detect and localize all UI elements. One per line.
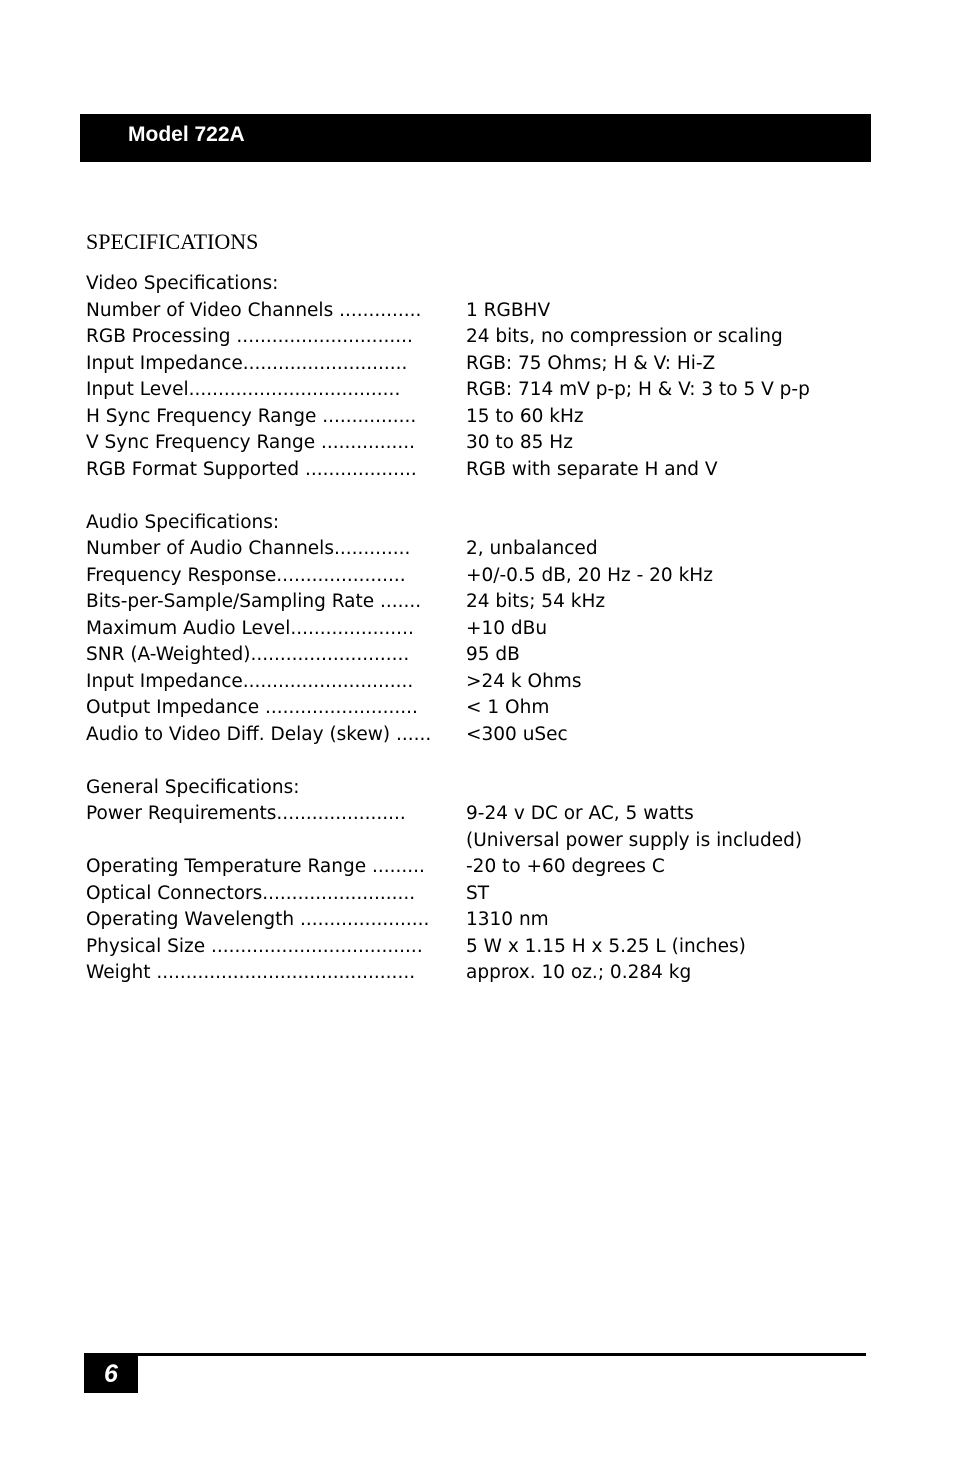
section-gap [86, 748, 886, 775]
spec-label: Input Level.................................... [86, 379, 401, 400]
model-title: Model 722A [128, 123, 245, 146]
spec-value: +10 dBu [466, 617, 548, 639]
spec-value: +0/-0.5 dB, 20 Hz - 20 kHz [466, 564, 713, 586]
spec-value: >24 k Ohms [466, 670, 582, 692]
general-specs-title: General Specifications: [86, 776, 300, 798]
spec-label: Number of Audio Channels............. [86, 538, 411, 559]
spec-row [86, 404, 886, 431]
spec-label: Audio to Video Diff. Delay (skew) ...... [86, 723, 432, 745]
spec-value: 5 W x 1.15 H x 5.25 L (inches) [466, 935, 746, 957]
section-gap [86, 483, 886, 510]
spec-row [86, 457, 886, 484]
page-number-box [84, 1356, 138, 1393]
spec-value: 9-24 v DC or AC, 5 watts [466, 803, 694, 824]
spec-label: Bits-per-Sample/Sampling Rate ....... [86, 591, 422, 612]
spec-value: approx. 10 oz.; 0.284 kg [466, 962, 692, 983]
spec-row [86, 854, 886, 881]
spec-label: RGB Format Supported ................... [86, 458, 417, 480]
spec-value-note: (Universal power supply is included) [466, 829, 803, 851]
spec-label: Operating Wavelength ...................... [86, 909, 430, 930]
spec-label: Weight ............................................ [86, 962, 416, 983]
audio-specs-title: Audio Specifications: [86, 511, 280, 533]
section-heading: SPECIFICATIONS [86, 229, 259, 254]
spec-row [86, 536, 886, 563]
spec-row [86, 298, 886, 325]
spec-value: 95 dB [466, 644, 520, 665]
spec-value: 1 RGBHV [466, 299, 551, 321]
spec-value: ST [466, 882, 490, 904]
spec-row [86, 960, 886, 987]
spec-value: 15 to 60 kHz [466, 405, 584, 427]
spec-value: 24 bits, no compression or scaling [466, 326, 783, 347]
spec-label: V Sync Frequency Range ................ [86, 432, 416, 453]
header-bar [80, 114, 871, 162]
spec-value: RGB with separate H and V [466, 458, 718, 480]
spec-label: Operating Temperature Range ......... [86, 856, 425, 877]
spec-label: SNR (A-Weighted)........................... [86, 644, 410, 665]
spec-row [86, 669, 886, 696]
spec-row [86, 377, 886, 404]
spec-label: RGB Processing .............................. [86, 326, 413, 347]
spec-value: 24 bits; 54 kHz [466, 591, 606, 612]
spec-row [86, 324, 886, 351]
spec-row [86, 351, 886, 378]
spec-label: Number of Video Channels .............. [86, 299, 422, 321]
spec-row [86, 563, 886, 590]
spec-row [86, 881, 886, 908]
spec-label: H Sync Frequency Range ................ [86, 405, 417, 427]
spec-value: RGB: 714 mV p-p; H & V: 3 to 5 V p-p [466, 379, 810, 400]
video-specs-title: Video Specifications: [86, 273, 279, 294]
specifications-list [86, 271, 886, 987]
spec-row [86, 430, 886, 457]
spec-row [86, 695, 886, 722]
spec-row [86, 642, 886, 669]
spec-label: Input Impedance............................. [86, 670, 414, 692]
spec-row [86, 934, 886, 961]
spec-value: -20 to +60 degrees C [466, 856, 665, 877]
spec-value: < 1 Ohm [466, 697, 550, 718]
spec-value: 1310 nm [466, 909, 549, 930]
spec-label: Input Impedance............................ [86, 352, 408, 374]
spec-row [86, 801, 886, 854]
spec-label: Power Requirements...................... [86, 803, 406, 824]
spec-value: RGB: 75 Ohms; H & V: Hi-Z [466, 352, 716, 374]
page-number: 6 [104, 1360, 118, 1388]
footer-rule [84, 1353, 866, 1356]
spec-value: <300 uSec [466, 723, 568, 745]
spec-row [86, 616, 886, 643]
spec-row [86, 722, 886, 749]
spec-label: Frequency Response...................... [86, 564, 406, 586]
spec-value: 2, unbalanced [466, 538, 598, 559]
spec-value: 30 to 85 Hz [466, 432, 573, 453]
spec-row [86, 907, 886, 934]
spec-label: Physical Size .................................... [86, 935, 423, 957]
spec-label: Output Impedance .......................... [86, 697, 418, 718]
spec-label: Maximum Audio Level..................... [86, 617, 414, 639]
spec-label: Optical Connectors.......................... [86, 882, 416, 904]
spec-row [86, 589, 886, 616]
